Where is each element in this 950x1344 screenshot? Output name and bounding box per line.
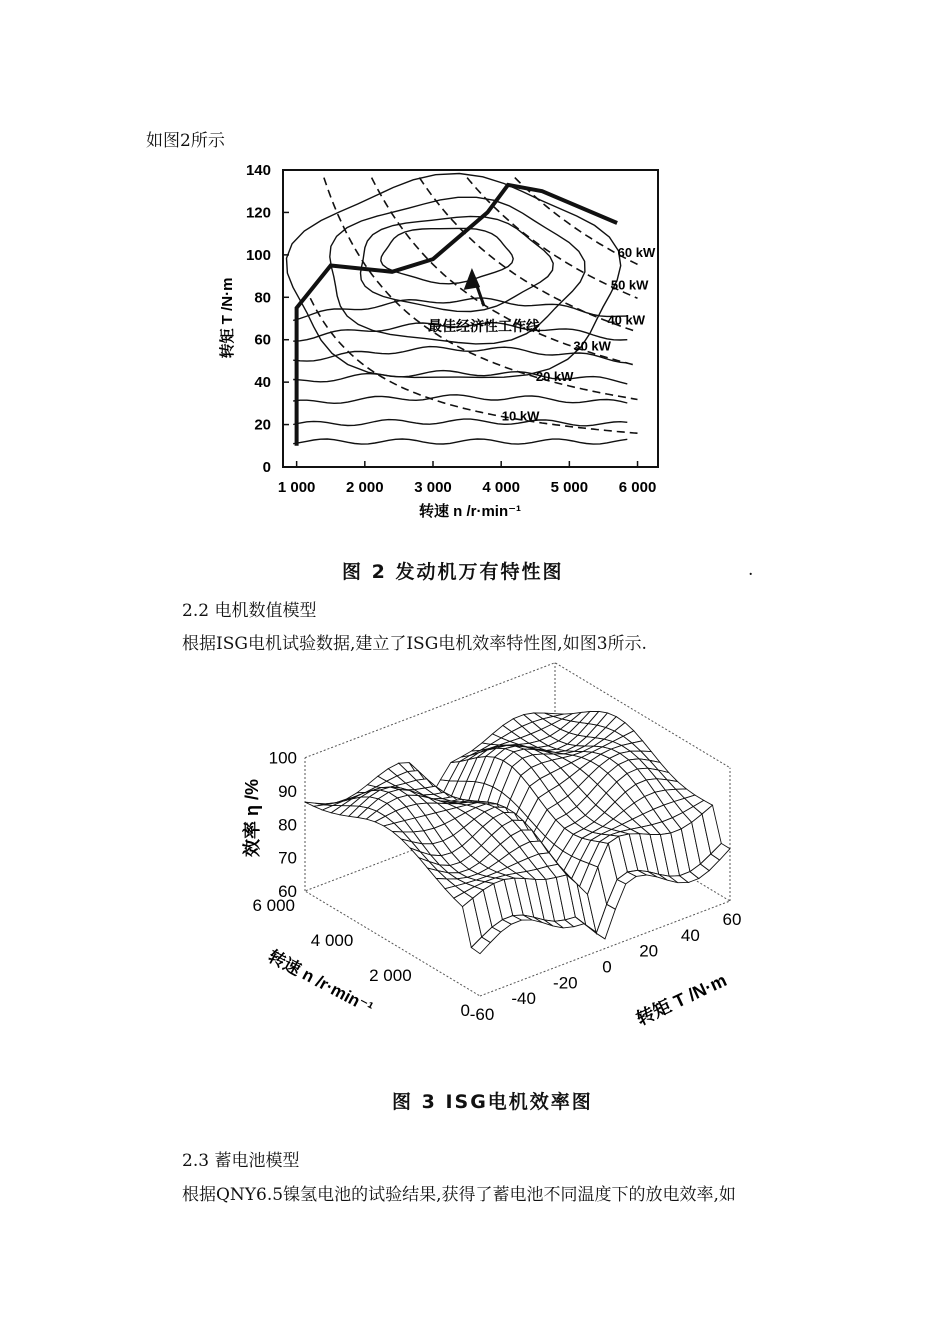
torque-tick-label: -60 bbox=[469, 1005, 495, 1024]
power-line-label: 40 kW bbox=[607, 312, 646, 328]
figure-2-ylabel: 转矩 T /N·m bbox=[219, 277, 236, 359]
y-tick-label: 20 bbox=[254, 416, 271, 434]
z-tick-label: 100 bbox=[268, 748, 297, 768]
optimal-line-annotation: 最佳经济性工作线 bbox=[428, 318, 540, 334]
torque-tick-label: 60 bbox=[722, 910, 742, 929]
x-tick-label: 2 000 bbox=[346, 479, 384, 496]
y-tick-label: 120 bbox=[245, 204, 271, 222]
z-tick-label: 80 bbox=[278, 815, 297, 835]
power-line-label: 50 kW bbox=[610, 277, 649, 293]
y-tick-label: 100 bbox=[245, 246, 271, 264]
y-tick-label: 80 bbox=[254, 289, 271, 307]
speed-tick-label: 6 000 bbox=[252, 896, 295, 915]
intro-text: 如图2所示 bbox=[146, 131, 225, 151]
x-tick-label: 4 000 bbox=[482, 479, 520, 496]
section-2-3-body: 根据QNY6.5镍氢电池的试验结果,获得了蓄电池不同温度下的放电效率,如 bbox=[182, 1185, 736, 1205]
y-tick-label: 40 bbox=[254, 374, 271, 392]
x-tick-label: 6 000 bbox=[618, 479, 657, 496]
figure-3-caption: 图 3 ISG电机效率图 bbox=[392, 1091, 593, 1113]
speed-tick-label: 0 bbox=[460, 1001, 470, 1020]
contour-line bbox=[293, 439, 627, 444]
section-2-3-heading: 2.3 蓄电池模型 bbox=[182, 1151, 300, 1171]
power-line-label: 30 kW bbox=[573, 338, 611, 354]
y-tick-label: 0 bbox=[262, 459, 271, 476]
torque-tick-label: -40 bbox=[511, 989, 536, 1009]
contour-island bbox=[361, 216, 554, 311]
y-tick-label: 60 bbox=[254, 331, 271, 349]
figure-3-ylabel: 转速 n /r·min⁻¹ bbox=[265, 946, 377, 1018]
figure-2-xlabel: 转速 n /r·min⁻¹ bbox=[418, 503, 522, 520]
x-tick-label: 1 000 bbox=[277, 479, 316, 496]
torque-tick-label: 40 bbox=[680, 925, 700, 945]
power-line-label: 10 kW bbox=[501, 408, 540, 424]
figure-2-caption: 图 2 发动机万有特性图 bbox=[342, 561, 564, 583]
section-2-2-body: 根据ISG电机试验数据,建立了ISG电机效率特性图,如图3所示. bbox=[182, 634, 647, 654]
torque-tick-label: 0 bbox=[602, 957, 612, 977]
z-tick-label: 90 bbox=[278, 782, 297, 802]
contour-line bbox=[293, 419, 627, 426]
figure-2-trailing-dot: . bbox=[748, 560, 754, 580]
contour-island bbox=[381, 228, 513, 283]
torque-tick-label: -20 bbox=[553, 973, 578, 993]
torque-tick-label: 20 bbox=[639, 941, 659, 961]
x-tick-label: 3 000 bbox=[414, 479, 452, 496]
z-tick-label: 70 bbox=[278, 848, 297, 868]
figure-3-zlabel: 效率 η /% bbox=[242, 778, 262, 858]
speed-tick-label: 4 000 bbox=[310, 931, 354, 950]
x-tick-label: 5 000 bbox=[550, 479, 589, 496]
figure-3-chart bbox=[0, 660, 950, 1070]
z-tick-label: 60 bbox=[278, 882, 297, 901]
speed-tick-label: 2 000 bbox=[369, 966, 412, 985]
figure-3-xlabel: 转矩 T /N·m bbox=[633, 970, 730, 1030]
power-line-label: 20 kW bbox=[535, 368, 574, 384]
section-2-2-heading: 2.2 电机数值模型 bbox=[182, 601, 317, 621]
y-tick-label: 140 bbox=[245, 162, 271, 179]
power-line-label: 60 kW bbox=[617, 244, 656, 260]
power-line bbox=[419, 178, 637, 332]
figure-2-chart bbox=[0, 150, 950, 690]
contour-line bbox=[293, 395, 627, 404]
